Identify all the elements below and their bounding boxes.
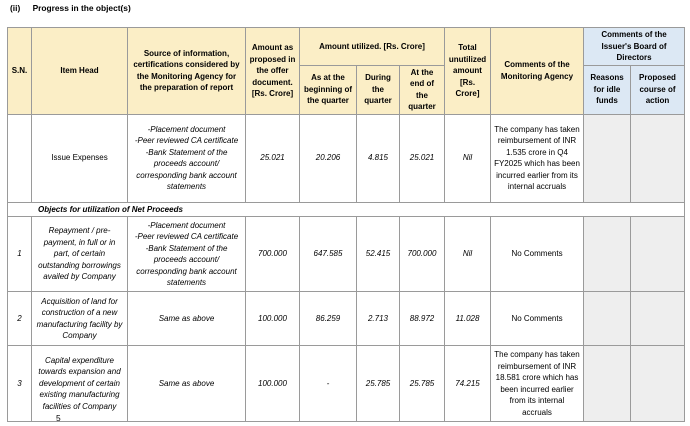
cell-reasons: [584, 346, 631, 422]
cell-item: Acquisition of land for construction of a new manufacturing facility by Company: [32, 292, 128, 346]
cell-action: [631, 114, 685, 202]
progress-table: [7, 27, 685, 422]
cell-reasons: [584, 217, 631, 292]
cell-proposed: 700.000: [246, 217, 300, 292]
cell-reasons: [584, 292, 631, 346]
cell-source: -Placement document -Peer reviewed CA certificate -Bank Statement of the proceeds account/ corresponding bank account statements: [128, 114, 246, 202]
cell-sn: [8, 114, 32, 202]
cell-source: Same as above: [128, 292, 246, 346]
cell-reasons: [584, 114, 631, 202]
cell-sn: 3: [8, 346, 32, 422]
cell-source: Same as above: [128, 346, 246, 422]
cell-proposed: 25.021: [246, 114, 300, 202]
table-row: [8, 292, 685, 346]
header-reasons-idle: Reasons for idle funds: [584, 65, 631, 114]
cell-unutilized: Nil: [445, 217, 491, 292]
cell-item: Capital expenditure towards expansion and development of certain existing manufacturing facilities of Company: [32, 346, 128, 422]
header-comments-ma: Comments of the Monitoring Agency: [491, 28, 584, 115]
cell-action: [631, 346, 685, 422]
cell-end: 25.785: [400, 346, 445, 422]
cell-comment: The company has taken reimbursement of INR 18.581 crore which has been incurred earlier from its internal accruals: [491, 346, 584, 422]
page-number: 5: [56, 413, 61, 423]
cell-action: [631, 217, 685, 292]
cell-during: 52.415: [357, 217, 400, 292]
section-label: Objects for utilization of Net Proceeds: [8, 202, 685, 217]
cell-begin: 647.585: [300, 217, 357, 292]
cell-source: -Placement document -Peer reviewed CA certificate -Bank Statement of the proceeds account/ corresponding bank account statements: [128, 217, 246, 292]
header-comments-board: Comments of the Issuer's Board of Directors: [584, 28, 685, 66]
cell-during: 4.815: [357, 114, 400, 202]
cell-proposed: 100.000: [246, 346, 300, 422]
cell-item: Repayment / pre-payment, in full or in part, of certain outstanding borrowings availed by Company: [32, 217, 128, 292]
header-item-head: Item Head: [32, 28, 128, 115]
header-source: Source of information, certifications considered by the Monitoring Agency for the preparation of report: [128, 28, 246, 115]
cell-action: [631, 292, 685, 346]
header-total-unutilized: Total unutilized amount [Rs. Crore]: [445, 28, 491, 115]
cell-unutilized: 74.215: [445, 346, 491, 422]
cell-end: 700.000: [400, 217, 445, 292]
heading-title: Progress in the object(s): [32, 3, 131, 13]
cell-proposed: 100.000: [246, 292, 300, 346]
header-proposed-action: Proposed course of action: [631, 65, 685, 114]
header-amount-proposed: Amount as proposed in the offer document. [Rs. Crore]: [246, 28, 300, 115]
header-amount-utilized: Amount utilized. [Rs. Crore]: [300, 28, 445, 66]
cell-end: 88.972: [400, 292, 445, 346]
cell-begin: 86.259: [300, 292, 357, 346]
section-heading: [10, 3, 131, 13]
cell-comment: No Comments: [491, 292, 584, 346]
cell-comment: No Comments: [491, 217, 584, 292]
table-row: [8, 217, 685, 292]
cell-end: 25.021: [400, 114, 445, 202]
header-during-quarter: During the quarter: [357, 65, 400, 114]
header-begin-quarter: As at the beginning of the quarter: [300, 65, 357, 114]
cell-during: 25.785: [357, 346, 400, 422]
table-row: [8, 346, 685, 422]
heading-number: (ii): [10, 3, 21, 13]
cell-comment: The company has taken reimbursement of INR 1.535 crore in Q4 FY2025 which has been incurred earlier from its internal accruals: [491, 114, 584, 202]
cell-begin: -: [300, 346, 357, 422]
cell-sn: 2: [8, 292, 32, 346]
cell-item: Issue Expenses: [32, 114, 128, 202]
cell-during: 2.713: [357, 292, 400, 346]
cell-unutilized: 11.028: [445, 292, 491, 346]
section-row: [8, 202, 685, 217]
cell-unutilized: Nil: [445, 114, 491, 202]
cell-begin: 20.206: [300, 114, 357, 202]
header-end-quarter: At the end of the quarter: [400, 65, 445, 114]
cell-sn: 1: [8, 217, 32, 292]
table-row: [8, 114, 685, 202]
header-sn: S.N.: [8, 28, 32, 115]
